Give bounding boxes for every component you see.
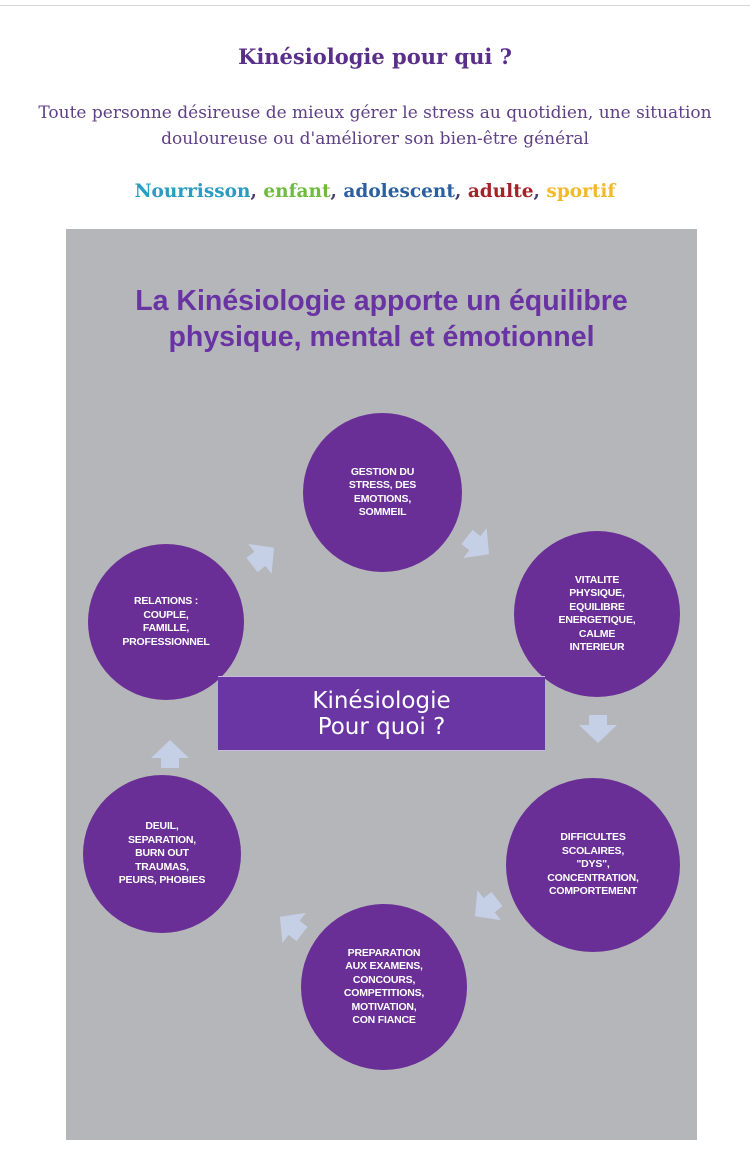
node-deuil-label: DEUIL, SEPARATION, BURN OUT TRAUMAS, PEURS, PHOBIES: [118, 820, 206, 887]
arrow-relations-to-gestion: [240, 533, 285, 580]
audience-list: Nourrisson, enfant, adolescent, adulte, sportif: [134, 181, 616, 202]
node-preparation-examens: [301, 904, 467, 1070]
node-vitalite: [514, 531, 680, 697]
node-vitalite-label: VITALITE PHYSIQUE, EQUILIBRE ENERGETIQUE, CALME INTERIEUR: [558, 573, 636, 653]
node-gestion-stress-label: GESTION DU STRESS, DES EMOTIONS, SOMMEIL: [348, 465, 417, 518]
node-gestion-stress: [303, 413, 462, 572]
headline-line-1: La Kinésiologie apporte un équilibre: [135, 285, 628, 317]
node-difficultes-scolaires-label: DIFFICULTES SCOLAIRES, "DYS", CONCENTRATION, COMPORTEMENT: [547, 831, 639, 898]
arrow-difficultes-to-preparation: [463, 884, 508, 931]
node-deuil: [83, 775, 241, 933]
arrow-deuil-to-relations: [151, 740, 189, 768]
headline-line-2: physique, mental et émotionnel: [168, 321, 595, 353]
description-line-2: douloureuse ou d'améliorer son bien-être général: [161, 129, 589, 149]
center-line-1: Kinésiologie: [312, 687, 451, 714]
page-title: Kinésiologie pour qui ?: [238, 44, 512, 69]
center-box: [218, 676, 545, 751]
arrow-vitalite-to-difficultes: [579, 715, 617, 743]
audience-enfant: enfant: [263, 181, 331, 202]
arrow-preparation-to-deuil: [268, 902, 313, 949]
description-line-1: Toute personne désireuse de mieux gérer le stress au quotidien, une situation: [38, 103, 712, 123]
node-preparation-examens-label: PREPARATION AUX EXAMENS, CONCOURS, COMPETITIONS, MOTIVATION, CON FIANCE: [343, 946, 425, 1026]
audience-sportif: sportif: [546, 181, 616, 202]
audience-adolescent: adolescent: [343, 181, 455, 202]
audience-adulte: adulte: [467, 181, 534, 202]
arrow-gestion-to-vitalite: [455, 522, 500, 569]
node-difficultes-scolaires: [506, 778, 680, 952]
center-line-2: Pour quoi ?: [317, 713, 446, 740]
audience-nourrisson: Nourrisson: [134, 181, 251, 202]
node-relations-label: RELATIONS : COUPLE, FAMILLE, PROFESSIONNEL: [122, 595, 210, 648]
